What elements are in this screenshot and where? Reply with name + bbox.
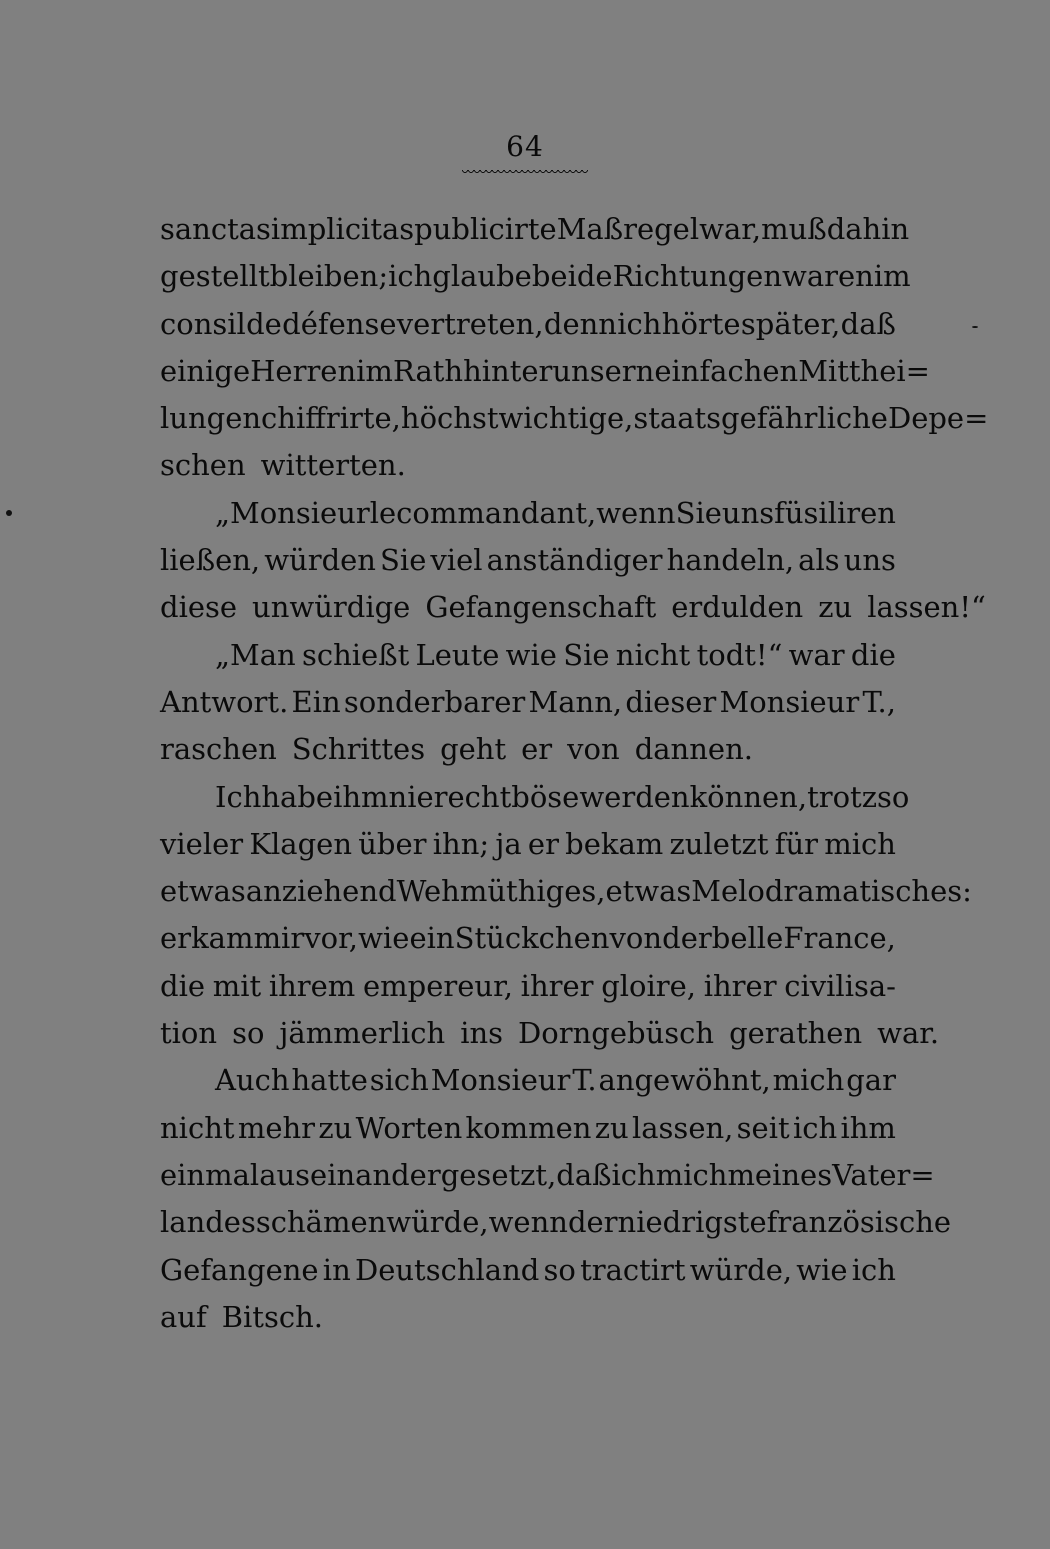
text-line: vieler Klagen über ihn; ja er bekam zuletzt für mich [160, 826, 896, 861]
body-text [160, 206, 989, 1341]
text-line: „Monsieur le commandant, wenn Sie uns füsiliren [215, 495, 896, 530]
text-line: auf Bitsch. [160, 1299, 323, 1334]
page-number-ornament-rule [462, 170, 588, 174]
text-line: Gefangene in Deutschland so tractirt würde, wie ich [160, 1252, 896, 1287]
text-line: er kam mir vor, wie ein Stückchen von der belle France, [160, 921, 896, 956]
text-line: consil de défense vertreten, denn ich hörte später, daß [160, 306, 896, 341]
text-line: tion so jämmerlich ins Dorngebüsch gerathen war. [160, 1016, 940, 1051]
text-line: lungen chiffrirte, höchst wichtige, staatsgefährliche Depe= [160, 401, 989, 436]
text-line: Auch hatte sich Monsieur T. angewöhnt, mich gar [215, 1063, 896, 1098]
margin-speck [6, 510, 12, 516]
text-line: nicht mehr zu Worten kommen zu lassen, seit ich ihm [160, 1110, 896, 1145]
text-line: einige Herren im Rath hinter unsern einfachen Mitthei= [160, 353, 930, 388]
text-line: sancta simplicitas publicirte Maßregel war, muß dahin [160, 212, 910, 246]
margin-speck [972, 326, 978, 328]
text-line: Ich habe ihm nie recht böse werden können, trotz so [215, 779, 910, 814]
text-line: etwas anziehend Wehmüthiges, etwas Melodramatisches: [160, 874, 972, 909]
text-line: landes schämen würde, wenn der niedrigste französische [160, 1205, 952, 1240]
text-line: schen witterten. [160, 448, 406, 483]
text-line: gestellt bleiben; ich glaube beide Richtungen waren im [160, 259, 911, 294]
text-line: Antwort. Ein sonderbarer Mann, dieser Monsieur T., [160, 684, 896, 719]
text-line: „Man schießt Leute wie Sie nicht todt!“ war die [215, 637, 896, 672]
text-line: ließen, würden Sie viel anständiger handeln, als uns [160, 543, 896, 578]
page-number: 64 [506, 130, 544, 163]
text-line: die mit ihrem empereur, ihrer gloire, ihrer civilisa- [160, 968, 896, 1003]
text-line: diese unwürdige Gefangenschaft erdulden zu lassen!“ [160, 590, 986, 625]
text-line: einmal auseinandergesetzt, daß ich mich meines Vater= [160, 1157, 935, 1192]
text-line: raschen Schrittes geht er von dannen. [160, 732, 753, 767]
